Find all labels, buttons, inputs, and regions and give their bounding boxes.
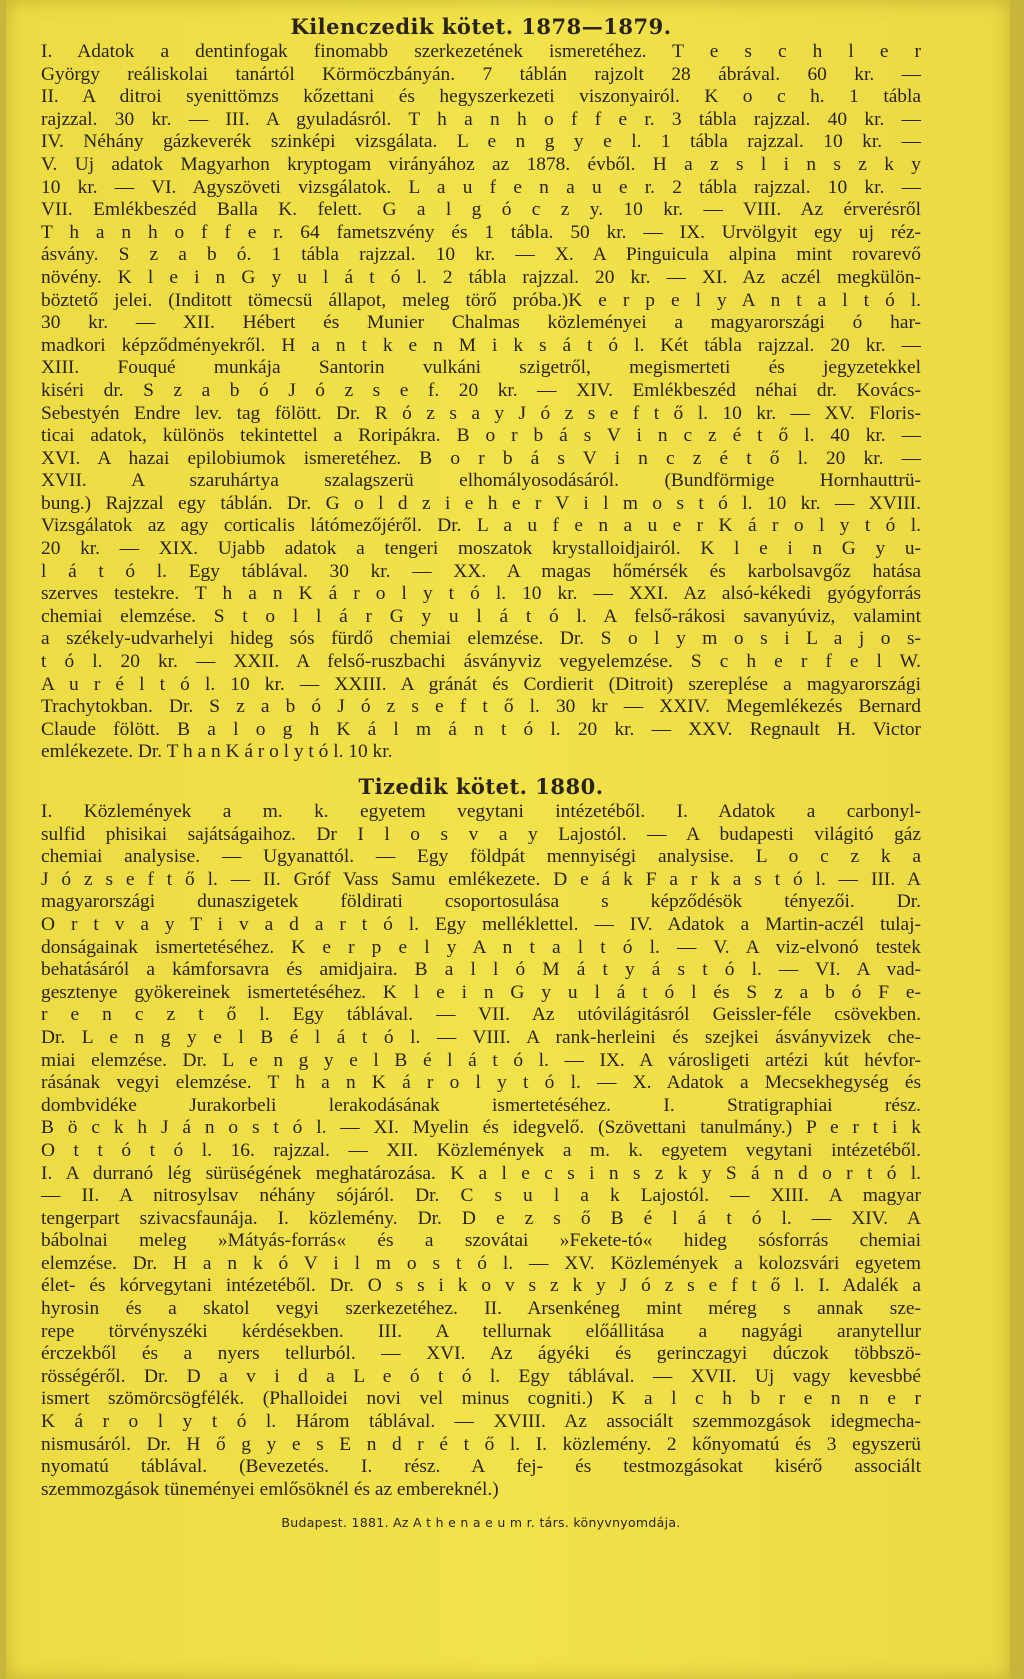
text-line: A u r é l t ó l. 10 kr. — XXIII. A gránát és Cordierit (Ditroit) szereplése a magyarországi — [41, 673, 921, 695]
text-line: Claude fölött. B a l o g h K á l m á n t ó l. 20 kr. — XXV. Regnault H. Victor — [41, 718, 921, 740]
text-line: I. Közlemények a m. k. egyetem vegytani intézetéből. I. Adatok a carbonyl- — [41, 801, 921, 822]
text-line: chemiai elemzése. S t o l l á r G y u l á t ó l. A felső-rákosi savanyúviz, valamint — [41, 605, 921, 627]
text-line: rajzzal. 30 kr. — III. A gyuladásról. T h a n h o f f e r. 3 tábla rajzzal. 40 kr. — — [41, 108, 921, 130]
text-line: növény. K l e i n G y u l á t ó l. 2 tábla rajzzal. 20 kr. — XI. Az aczél megkülön- — [41, 266, 921, 288]
text-line: chemiai analysise. — Ugyanattól. — Egy földpát mennyiségi analysise. L o c z k a — [41, 846, 921, 868]
text-line: repe törvényszéki kérdésekben. III. A tellurnak előállitása a nagyági aranytellur — [41, 1320, 921, 1342]
text-line: Vizsgálatok az agy corticalis látómezőjéről. Dr. L a u f e n a u e r K á r o l y t ó l. — [41, 515, 921, 537]
page-sheet — [6, 0, 1010, 1679]
text-line: ásvány. S z a b ó. 1 tábla rajzzal. 10 kr. — X. A Pinguicula alpina mint rovarevő — [41, 244, 921, 266]
volume10-text — [41, 801, 921, 1501]
text-line: T h a n h o f f e r. 64 fametszvény és 1 tábla. 50 kr. — IX. Urvölgyit egy uj réz- — [41, 221, 921, 243]
text-line: hyrosin és a skatol vegyi szerkezetéhez. II. Arsenkéneg mint méreg s annak sze- — [41, 1298, 921, 1320]
text-line: I. A durranó lég sürüségének meghatározása. K a l e c s i n s z k y S á n d o r t ó l. — [41, 1162, 921, 1184]
text-line: a székely-udvarhelyi hideg sós fürdő chemiai elemzése. Dr. S o l y m o s i L a j o s- — [41, 628, 921, 650]
text-line: tengerpart szivacsfaunája. I. közlemény. Dr. D e z s ő B é l á t ó l. — XIV. A — [41, 1207, 921, 1229]
text-line: emlékezete. Dr. T h a n K á r o l y t ó l. 10 kr. — [41, 741, 393, 763]
printer-footer: Budapest. 1881. Az A t h e n a e u m r. társ. könyvnyomdája. — [281, 1515, 681, 1531]
text-line: VII. Emlékbeszéd Balla K. felett. G a l g ó c z y. 10 kr. — VIII. Az érverésről — [41, 199, 921, 221]
volume10-title: Tizedik kötet. 1880. — [358, 774, 604, 799]
text-line: K á r o l y t ó l. Három táblával. — XVIII. Az associált szemmozgások idegmecha- — [41, 1411, 921, 1433]
text-line: nismusáról. Dr. H ő g y e s E n d r é t ő l. I. közlemény. 2 kőnyomatú és 3 egyszerü — [41, 1433, 921, 1455]
text-line: szerves testekre. T h a n K á r o l y t ó l. 10 kr. — XXI. Az alsó-kékedi gyógyforrás — [41, 583, 921, 605]
text-line: I. Adatok a dentinfogak finomabb szerkezetének ismeretéhez. T e s c h l e r — [41, 41, 921, 62]
text-line: rásának vegyi elemzése. T h a n K á r o l y t ó l. — X. Adatok a Mecsekhegység és — [41, 1072, 921, 1094]
text-line: kiséri dr. S z a b ó J ó z s e f. 20 kr. — XIV. Emlékbeszéd néhai dr. Kovács- — [41, 379, 921, 401]
text-line: XVI. A hazai epilobiumok ismeretéhez. B o r b á s V i n c z é t ő l. 20 kr. — — [41, 447, 921, 469]
text-line: J ó z s e f t ő l. — II. Gróf Vass Samu emlékezete. D e á k F a r k a s t ó l. — III. A — [41, 868, 921, 890]
text-line: l á t ó l. Egy táblával. 30 kr. — XX. A magas hőmérsék és karbolsavgőz hatása — [41, 560, 921, 582]
text-line: ismert szömörcsögfélék. (Phalloidei novi vel minus cogniti.) K a l c h b r e n n e r — [41, 1388, 921, 1410]
text-line: II. A ditroi syenittömzs kőzettani és hegyszerkezeti viszonyairól. K o c h. 1 tábla — [41, 86, 921, 108]
text-line: bung.) Rajzzal egy táblán. Dr. G o l d z i e h e r V i l m o s t ó l. 10 kr. — XVIII. — [41, 492, 921, 514]
text-line: böztető jelei. (Inditott tömecsü állapot, meleg törő próba.)K e r p e l y A n t a l t ó l. — [41, 289, 921, 311]
text-line: madkori képződményekről. H a n t k e n M i k s á t ó l. Két tábla rajzzal. 20 kr. — — [41, 334, 921, 356]
text-line: r e n c z t ő l. Egy táblával. — VII. Az utóvilágitásról Geissler-féle csövekben. — [41, 1004, 921, 1026]
text-line: Trachytokban. Dr. S z a b ó J ó z s e f t ő l. 30 kr — XXIV. Megemlékezés Bernard — [41, 696, 921, 718]
text-line: ticai adatok, különös tekintettel a Roripákra. B o r b á s V i n c z é t ő l. 40 kr. — — [41, 425, 921, 447]
text-line: 30 kr. — XII. Hébert és Munier Chalmas közleményei a magyarországi ó har- — [41, 312, 921, 334]
text-line: élet- és kórvegytani intézetéből. Dr. O s s i k o v s z k y J ó z s e f t ő l. I. Adalék a — [41, 1275, 921, 1297]
text-line: magyarországi dunaszigetek földirati csoportosulása s képződésök tényezői. Dr. — [41, 891, 921, 913]
text-line: gesztenye gyökereinek ismertetéséhez. K l e i n G y u l á t ó l és S z a b ó F e- — [41, 981, 921, 1003]
text-line: B ö c k h J á n o s t ó l. — XI. Myelin és idegvelő. (Szövettani tanulmány.) P e r t i k — [41, 1117, 921, 1139]
text-line: donságainak ismertetéséhez. K e r p e l y A n t a l t ó l. — V. A viz-elvonó testek — [41, 936, 921, 958]
text-line: György reáliskolai tanártól Körmöczbányán. 7 táblán rajzolt 28 ábrával. 60 kr. — — [41, 63, 921, 85]
text-line: nyomatú táblával. (Bevezetés. I. rész. A fej- és testmozgásokat kisérő associált — [41, 1456, 921, 1478]
text-line: V. Uj adatok Magyarhon kryptogam virányához az 1878. évből. H a z s l i n s z k y — [41, 153, 921, 175]
text-line: behatásáról a kámforsavra és amidjaira. B a l l ó M á t y á s t ó l. — VI. A vad- — [41, 959, 921, 981]
text-line: 20 kr. — XIX. Ujabb adatok a tengeri moszatok krystalloidjairól. K l e i n G y u- — [41, 538, 921, 560]
text-line: dombvidéke Jurakorbeli lerakodásának ismertetéséhez. I. Stratigraphiai rész. — [41, 1094, 921, 1116]
text-line: bábolnai meleg »Mátyás-forrás« és a szovátai »Fekete-tó« hideg sósforrás chemiai — [41, 1230, 921, 1252]
text-line: O r t v a y T i v a d a r t ó l. Egy melléklettel. — IV. Adatok a Martin-aczél tulaj- — [41, 913, 921, 935]
text-line: O t t ó t ó l. 16. rajzzal. — XII. Közlemények a m. k. egyetem vegytani intézetéből. — [41, 1139, 921, 1161]
text-line: Dr. L e n g y e l B é l á t ó l. — VIII. A rank-herleini és szejkei ásványvizek che- — [41, 1026, 921, 1048]
text-line: rösségéről. Dr. D a v i d a L e ó t ó l. Egy táblával. — XVII. Uj vagy kevesbbé — [41, 1365, 921, 1387]
text-line: szemmozgások tüneményei emlősöknél és az embereknél.) — [41, 1478, 499, 1500]
text-line: 10 kr. — VI. Agyszöveti vizsgálatok. L a u f e n a u e r. 2 tábla rajzzal. 10 kr. — — [41, 176, 921, 198]
text-line: — II. A nitrosylsav néhány sójáról. Dr. C s u l a k Lajostól. — XIII. A magyar — [41, 1185, 921, 1207]
text-line: XVII. A szaruhártya szalagszerü elhomályosodásáról. (Bundförmige Hornhauttrü- — [41, 470, 921, 492]
text-line: miai elemzése. Dr. L e n g y e l B é l á t ó l. — IX. A városligeti artézi kút hévfor- — [41, 1049, 921, 1071]
volume9-title: Kilenczedik kötet. 1878—1879. — [290, 14, 672, 39]
page-content — [41, 8, 921, 1530]
text-line: t ó l. 20 kr. — XXII. A felső-ruszbachi ásványviz vegyelemzése. S c h e r f e l W. — [41, 651, 921, 673]
text-line: IV. Néhány gázkeverék szinképi vizsgálata. L e n g y e l. 1 tábla rajzzal. 10 kr. — — [41, 131, 921, 153]
text-line: Sebestyén Endre lev. tag fölött. Dr. R ó z s a y J ó z s e f t ő l. 10 kr. — XV. Floris- — [41, 402, 921, 424]
text-line: elemzése. Dr. H a n k ó V i l m o s t ó l. — XV. Közlemények a kolozsvári egyetem — [41, 1252, 921, 1274]
text-line: XIII. Fouqué munkája Santorin vulkáni szigetről, megismerteti és jegyzetekkel — [41, 357, 921, 379]
text-line: érczekből és a nyers tellurból. — XVI. Az ágyéki és gerinczagyi dúczok többszö- — [41, 1343, 921, 1365]
volume9-text — [41, 41, 921, 764]
text-line: sulfid phisikai sajátságaihoz. Dr I l o s v a y Lajostól. — A budapesti világitó gáz — [41, 823, 921, 845]
